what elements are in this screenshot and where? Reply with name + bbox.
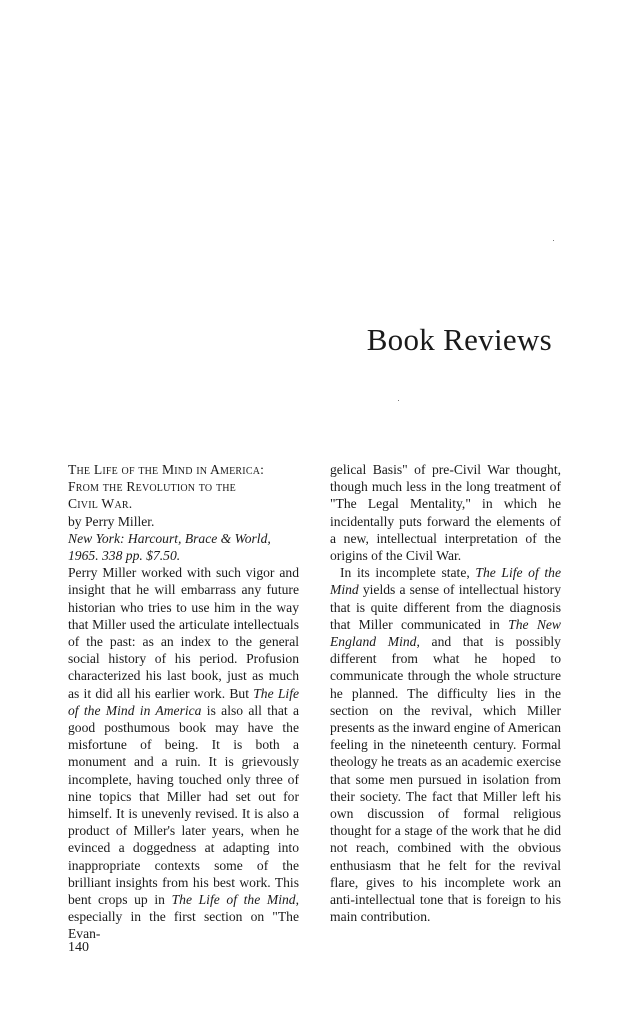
book-title-ref: The Life of the Mind [330,565,561,598]
text-run: , and that is possibly different from what he hoped to communicate through the whole structure he planned. The difficulty lies in the section on the revival, which Miller presents as the inward engine of American feeling in the nineteenth century. Formal theology he treats as an academic exercise that some men pursued in isolation from their society. The fact that Miller left his own discussion of formal religious thought for a stage of the work that he did not reach, combined with the obvious enthusiasm that he felt for the revival flare, gives to his incomplete work an anti-intellectual tone that is foreign to his main contribution. [330,634,562,925]
book-title-line-3: Civil War. [68,496,133,512]
review-paragraph: gelical Basis" of pre-Civil War thought, though much less in the long treatment of "The Legal Mentality," in which he incidentally puts forward the elements of a new, intellectual interpretation of the origins of the Civil War. [330,462,561,564]
book-title-line-1: The Life of the Mind in America: [68,462,265,477]
book-title-line-2: From the Revolution to the [68,479,236,495]
book-title-ref: The Life of the Mind [171,892,296,908]
book-title-ref: The Life of the Mind in America [68,685,300,718]
book-pub-details: 1965. 338 pp. $7.50. [68,548,181,564]
text-run: In its incomplete state, [340,565,476,581]
text-run: Perry Miller worked with such vigor and insight that he will embarrass any future historian who tries to use him in the way that Miller used the articulate intellectuals of the past: as an index to the general social history of his period. Profusion characterized his last book, just as much as it did all his earlier work. But [68,565,299,701]
right-column [330,461,561,925]
review-paragraph [68,564,299,942]
text-run: , especially in the first section on "The Evan- [68,892,299,942]
review-paragraph [330,564,561,925]
section-title: Book Reviews [366,322,552,357]
scan-speck [398,400,399,401]
text-run: yields a sense of intellectual history that is quite different from the diagnosis that Miller communicated in [330,582,561,632]
book-title-ref: The New England Mind [330,616,561,650]
text-run: is also all that a good posthumous book may have the misfortune of being. It is both a monument and a ruin. It is grievously incomplete, having touched only three of nine topics that Miller had set out for himself. It is unevenly revised. It is also a product of Miller's later years, when he evinced a doggedness at adapting into inappropriate contexts some of the brilliant insights from his best work. This bent crops up in [68,702,299,908]
page-number: 140 [68,940,89,955]
book-publisher: New York: Harcourt, Brace & World, [68,530,271,546]
left-column [68,461,299,943]
book-author: by Perry Miller. [68,513,155,529]
scan-speck [553,240,554,241]
review-header [68,461,299,564]
